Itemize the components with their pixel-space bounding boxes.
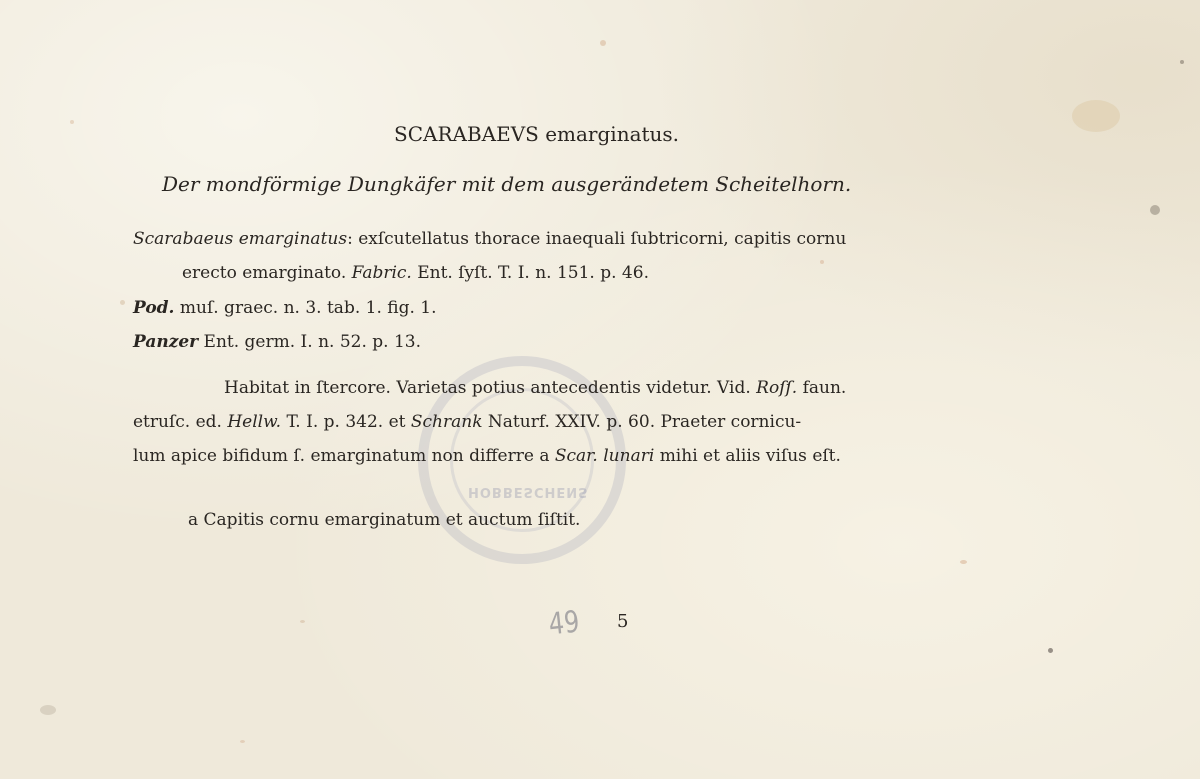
habitat-text: Habitat in ſtercore. Varietas potius antecedentis videtur. Vid. bbox=[224, 378, 751, 398]
synonym-panzer bbox=[133, 332, 421, 352]
habitat-text: mihi et aliis viſus eſt. bbox=[659, 446, 841, 466]
habitat-line-1 bbox=[224, 378, 846, 398]
synonym-name: Scarabaeus emarginatus bbox=[133, 229, 348, 249]
paper-fleck bbox=[70, 120, 74, 124]
habitat-text: faun. bbox=[802, 378, 847, 398]
figure-note: a Capitis cornu emarginatum et auctum ſiſtit. bbox=[188, 510, 581, 530]
synonym-author: Panzer bbox=[133, 332, 199, 352]
paper-fleck bbox=[960, 560, 967, 564]
stamp-text: HOBBESCHENS bbox=[468, 484, 589, 499]
synonym-source: Fabric. bbox=[351, 263, 412, 283]
paper-fleck bbox=[240, 740, 245, 743]
synonym-citation: Ent. germ. I. n. 52. p. 13. bbox=[203, 332, 421, 352]
page-title bbox=[394, 124, 679, 144]
paper-fleck bbox=[820, 260, 824, 264]
paper-fleck bbox=[40, 705, 56, 715]
pencil-annotation: 49 bbox=[547, 604, 582, 643]
synonym-fabricius-line1 bbox=[133, 229, 846, 249]
paper-fleck bbox=[1180, 60, 1184, 64]
habitat-line-2 bbox=[133, 412, 801, 432]
habitat-text: Naturf. XXIV. p. 60. Praeter cornicu- bbox=[487, 412, 802, 432]
title-genus: SCARABAEVS bbox=[394, 122, 539, 146]
synonym-fabricius-line2 bbox=[182, 263, 649, 283]
synonym-text: erecto emarginato. bbox=[182, 263, 347, 283]
synonym-author: Pod. bbox=[133, 298, 175, 318]
habitat-author: Hellw. bbox=[227, 412, 282, 432]
title-species: emarginatus. bbox=[545, 122, 680, 146]
synonym-pod bbox=[133, 298, 437, 318]
synonym-citation: Ent. ſyſt. T. I. n. 151. p. 46. bbox=[417, 263, 649, 283]
paper-fleck bbox=[1048, 648, 1053, 653]
synonym-text: : exſcutellatus thorace inaequali ſubtricorni, capitis cornu bbox=[347, 229, 847, 249]
paper-fleck bbox=[600, 40, 606, 46]
page-number: 5 bbox=[617, 611, 629, 632]
habitat-line-3 bbox=[133, 446, 841, 466]
paper-fleck bbox=[300, 620, 305, 623]
habitat-text: lum apice bifidum ſ. emarginatum non differre a bbox=[133, 446, 550, 466]
paper-fleck bbox=[120, 300, 125, 305]
german-title: Der mondförmige Dungkäfer mit dem ausgerändetem Scheitelhorn. bbox=[162, 172, 852, 196]
synonym-citation: muſ. graec. n. 3. tab. 1. fig. 1. bbox=[179, 298, 437, 318]
habitat-author: Roſſ. bbox=[756, 378, 798, 398]
paper-fleck bbox=[1072, 100, 1120, 132]
habitat-text: etruſc. ed. bbox=[133, 412, 222, 432]
habitat-species: Scar. lunari bbox=[554, 446, 655, 466]
habitat-text: T. I. p. 342. et bbox=[286, 412, 406, 432]
paper-fleck bbox=[1150, 205, 1160, 215]
habitat-author: Schrank bbox=[410, 412, 483, 432]
